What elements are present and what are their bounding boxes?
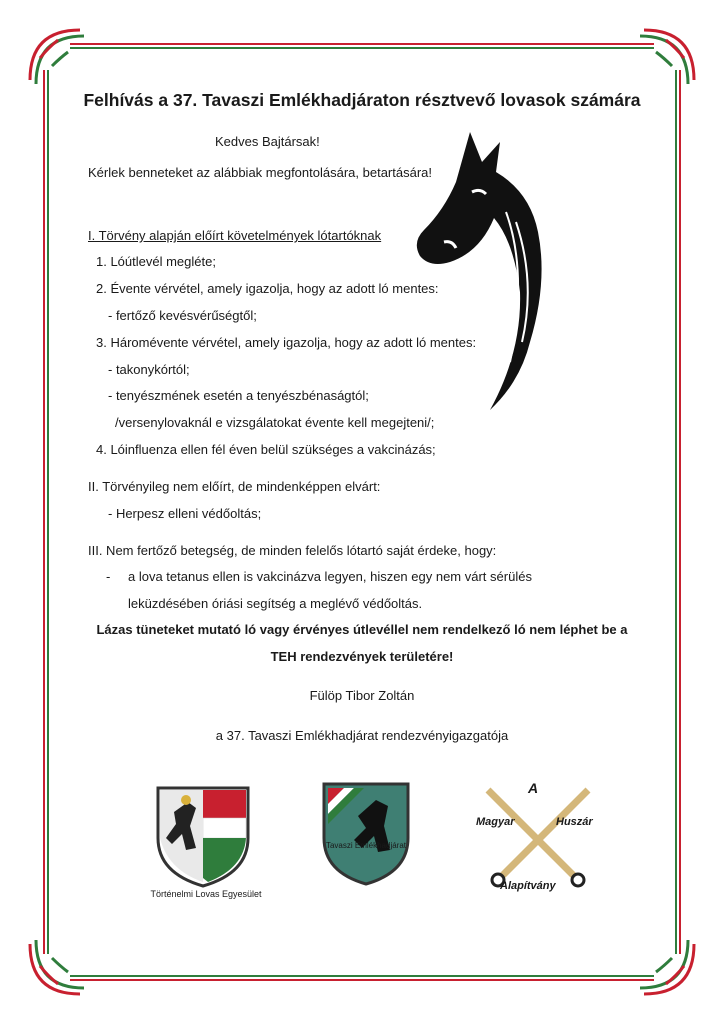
section1-line: 1. Lóútlevél megléte; xyxy=(96,254,216,269)
right-logo-alapitvany: Alapítvány xyxy=(500,880,556,892)
section3-line: a lova tetanus ellen is vakcinázva legyen, hiszen egy nem várt sérülés xyxy=(128,569,532,584)
corner-ornament-bottom-right xyxy=(640,940,694,994)
middle-logo-shield xyxy=(318,776,414,886)
left-logo-text: Történelmi Lovas Egyesület xyxy=(150,889,262,899)
right-logo-magyar: Magyar xyxy=(476,816,515,828)
section2-line: - Herpesz elleni védőoltás; xyxy=(108,506,262,521)
section1-line: 2. Évente vérvétel, amely igazolja, hogy az adott ló mentes: xyxy=(96,281,439,296)
corner-ornament-top-right xyxy=(640,30,694,84)
intro-text: Kérlek benneteket az alábbiak megfontolására, betartására! xyxy=(88,165,432,180)
corner-ornament-top-left xyxy=(30,30,84,84)
right-logo-letter-a: A xyxy=(528,780,539,796)
signature-role: a 37. Tavaszi Emlékhadjárat rendezvényigazgatója xyxy=(215,728,509,743)
section1-line: 4. Lóinfluenza ellen fél éven belül szükséges a vakcinázás; xyxy=(96,442,436,457)
signature-name: Fülöp Tibor Zoltán xyxy=(309,688,415,703)
corner-ornament-bottom-left xyxy=(30,940,84,994)
middle-logo-text: Tavaszi Emlékhadjárat xyxy=(325,841,407,850)
section3-line: leküzdésében óriási segítség a meglévő védőoltás. xyxy=(128,596,423,611)
section3-bullet: - xyxy=(106,569,111,584)
section1-line: /versenylovaknál e vizsgálatokat évente kell megejteni/; xyxy=(115,415,435,430)
section1-line: - tenyészmének esetén a tenyészbénaságtól; xyxy=(108,388,369,403)
right-logo-sabres xyxy=(478,780,598,892)
greeting: Kedves Bajtársak! xyxy=(215,134,320,149)
warning-line: Lázas tüneteket mutató ló vagy érvényes útlevéllel nem rendelkező ló nem léphet be a xyxy=(96,622,628,637)
left-logo-shield xyxy=(138,778,268,888)
warning-line: TEH rendezvények területére! xyxy=(270,649,454,664)
section3-heading: III. Nem fertőző betegség, de minden felelős lótartó saját érdeke, hogy: xyxy=(88,543,497,558)
right-logo-huszar: Huszár xyxy=(556,816,593,828)
section1-heading: I. Törvény alapján előírt követelmények lótartóknak xyxy=(88,228,382,243)
section2-heading: II. Törvényileg nem előírt, de mindenképpen elvárt: xyxy=(88,479,381,494)
section1-line: 3. Háromévente vérvétel, amely igazolja, hogy az adott ló mentes: xyxy=(96,335,477,350)
page-title: Felhívás a 37. Tavaszi Emlékhadjáraton résztvevő lovasok számára xyxy=(83,90,641,110)
section1-line: - takonykórtól; xyxy=(108,362,190,377)
section1-line: - fertőző kevésvérűségtől; xyxy=(108,308,257,323)
horse-head-illustration xyxy=(410,122,550,412)
